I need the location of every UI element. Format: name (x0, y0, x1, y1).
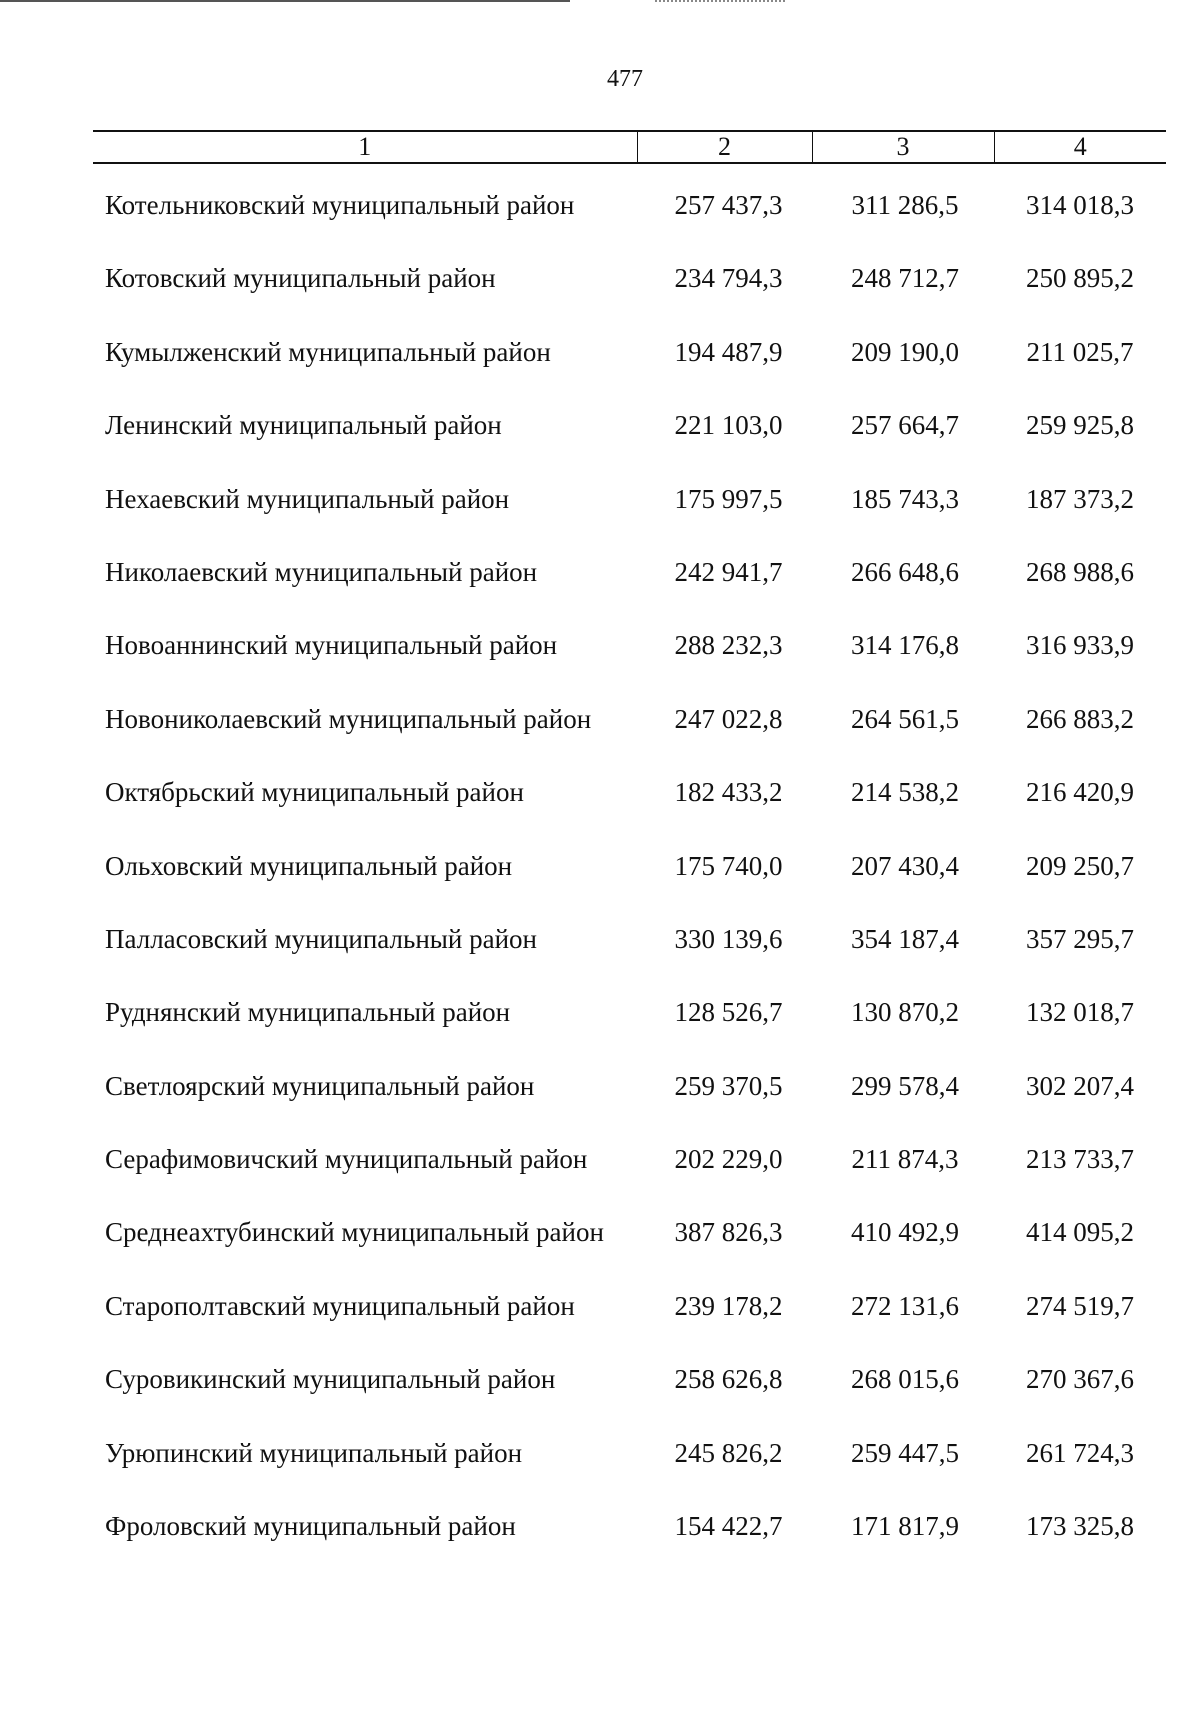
value-col-2: 154 422,7 (674, 1511, 783, 1542)
value-col-3: 185 743,3 (851, 483, 959, 514)
budget-table (93, 130, 1166, 1583)
value-col-2: 242 941,7 (674, 556, 783, 587)
district-name: Нехаевский муниципальный район (105, 483, 510, 514)
table-row (93, 776, 1166, 849)
table-row (93, 336, 1166, 409)
value-col-3: 259 447,5 (851, 1437, 959, 1468)
value-col-3: 211 874,3 (851, 1144, 959, 1175)
value-col-4: 187 373,2 (1026, 483, 1134, 514)
table-row (93, 996, 1166, 1069)
value-col-2: 234 794,3 (674, 263, 783, 294)
header-col-4: 4 (994, 131, 1166, 163)
value-col-2: 258 626,8 (674, 1364, 783, 1395)
district-name: Светлоярский муниципальный район (105, 1070, 535, 1101)
value-col-2: 202 229,0 (674, 1144, 783, 1175)
value-col-2: 175 740,0 (674, 850, 783, 881)
table-row (93, 556, 1166, 629)
value-col-4: 302 207,4 (1026, 1070, 1134, 1101)
value-col-3: 257 664,7 (851, 410, 959, 441)
value-col-4: 259 925,8 (1026, 410, 1134, 441)
value-col-4: 173 325,8 (1026, 1511, 1134, 1542)
value-col-4: 270 367,6 (1026, 1364, 1134, 1395)
district-name: Новониколаевский муниципальный район (105, 703, 592, 734)
district-name: Октябрьский муниципальный район (105, 777, 524, 808)
value-col-2: 330 139,6 (674, 923, 783, 954)
district-name: Палласовский муниципальный район (105, 923, 537, 954)
district-name: Старополтавский муниципальный район (105, 1290, 575, 1321)
district-name: Ольховский муниципальный район (105, 850, 513, 881)
table-row (93, 262, 1166, 335)
table-row (93, 1363, 1166, 1436)
value-col-4: 261 724,3 (1026, 1437, 1134, 1468)
district-name: Котовский муниципальный район (105, 263, 496, 294)
header-col-1: 1 (93, 131, 637, 163)
scan-artifact-line (0, 0, 570, 2)
table-body (93, 189, 1166, 1583)
district-name: Николаевский муниципальный район (105, 556, 538, 587)
value-col-2: 245 826,2 (674, 1437, 783, 1468)
header-col-2: 2 (637, 131, 812, 163)
value-col-3: 209 190,0 (851, 336, 959, 367)
value-col-2: 259 370,5 (674, 1070, 783, 1101)
header-col-3: 3 (812, 131, 994, 163)
value-col-4: 250 895,2 (1026, 263, 1134, 294)
value-col-2: 288 232,3 (674, 630, 783, 661)
district-name: Фроловский муниципальный район (105, 1511, 516, 1542)
value-col-4: 209 250,7 (1026, 850, 1134, 881)
value-col-3: 410 492,9 (851, 1217, 959, 1248)
value-col-2: 128 526,7 (674, 997, 783, 1028)
table-row (93, 1290, 1166, 1363)
table-header (93, 131, 1166, 189)
table-row (93, 189, 1166, 262)
district-name: Котельниковский муниципальный район (105, 190, 575, 220)
value-col-3: 314 176,8 (851, 630, 959, 661)
table-row (93, 1510, 1166, 1583)
page-number: 477 (607, 66, 643, 92)
value-col-4: 132 018,7 (1026, 997, 1134, 1028)
district-name: Кумылженский муниципальный район (105, 336, 551, 367)
value-col-3: 266 648,6 (851, 556, 959, 587)
header-row (93, 131, 1166, 163)
district-name: Руднянский муниципальный район (105, 997, 511, 1028)
table-row (93, 409, 1166, 482)
value-col-3: 311 286,5 (851, 190, 959, 220)
value-col-4: 216 420,9 (1026, 777, 1134, 808)
value-col-4: 211 025,7 (1026, 336, 1134, 367)
value-col-2: 239 178,2 (674, 1290, 783, 1321)
table-row (93, 703, 1166, 776)
value-col-3: 354 187,4 (851, 923, 959, 954)
scan-artifact-dash (655, 0, 785, 4)
value-col-4: 268 988,6 (1026, 556, 1134, 587)
table-row (93, 850, 1166, 923)
value-col-4: 213 733,7 (1026, 1144, 1134, 1175)
district-name: Серафимовичский муниципальный район (105, 1144, 588, 1175)
table-row (93, 483, 1166, 556)
value-col-3: 264 561,5 (851, 703, 959, 734)
district-name: Ленинский муниципальный район (105, 410, 502, 441)
table-row (93, 1143, 1166, 1216)
value-col-2: 182 433,2 (674, 777, 783, 808)
value-col-3: 214 538,2 (851, 777, 959, 808)
table-row (93, 1070, 1166, 1143)
value-col-2: 387 826,3 (674, 1217, 783, 1248)
table-row (93, 629, 1166, 702)
value-col-3: 272 131,6 (851, 1290, 959, 1321)
table-row (93, 1437, 1166, 1510)
district-name: Суровикинский муниципальный район (105, 1364, 556, 1395)
district-name: Урюпинский муниципальный район (105, 1437, 523, 1468)
value-col-2: 175 997,5 (674, 483, 783, 514)
value-col-4: 274 519,7 (1026, 1290, 1134, 1321)
value-col-4: 414 095,2 (1026, 1217, 1134, 1248)
table-row (93, 1216, 1166, 1289)
value-col-4: 266 883,2 (1026, 703, 1134, 734)
value-col-2: 247 022,8 (674, 703, 783, 734)
table-row (93, 923, 1166, 996)
district-name: Новоаннинский муниципальный район (105, 630, 558, 661)
value-col-4: 357 295,7 (1026, 923, 1134, 954)
value-col-4: 316 933,9 (1026, 630, 1134, 661)
value-col-4: 314 018,3 (1026, 190, 1134, 220)
value-col-3: 171 817,9 (851, 1511, 959, 1542)
value-col-3: 299 578,4 (851, 1070, 959, 1101)
value-col-3: 130 870,2 (851, 997, 959, 1028)
value-col-2: 257 437,3 (674, 190, 783, 220)
value-col-2: 221 103,0 (674, 410, 783, 441)
value-col-3: 268 015,6 (851, 1364, 959, 1395)
value-col-3: 248 712,7 (851, 263, 959, 294)
value-col-2: 194 487,9 (674, 336, 783, 367)
value-col-3: 207 430,4 (851, 850, 959, 881)
district-name: Среднеахтубинский муниципальный район (105, 1217, 604, 1248)
header-spacer (93, 163, 1166, 189)
